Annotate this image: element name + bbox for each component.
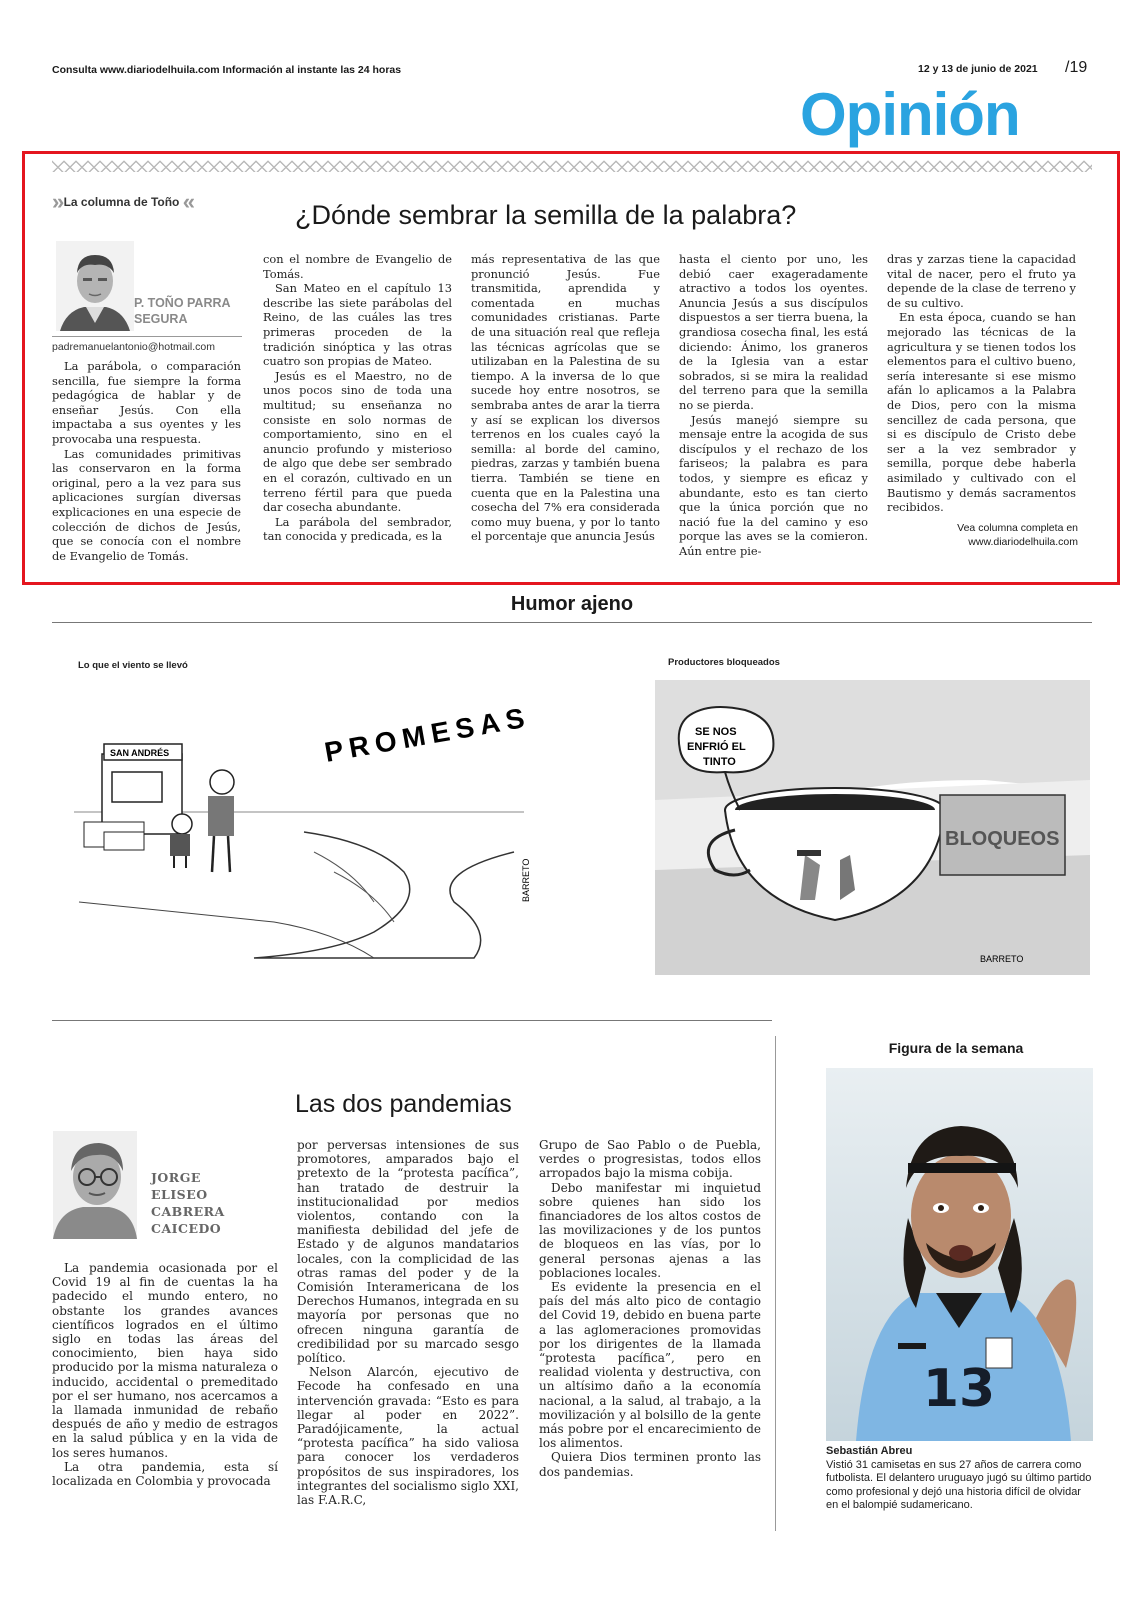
- cartoon-word: PROMESAS: [322, 701, 533, 768]
- cartoon-wall-text: BLOQUEOS: [945, 828, 1060, 850]
- chevron-right-icon: »: [52, 189, 61, 214]
- column-kicker: [52, 189, 191, 215]
- author-photo: [56, 241, 134, 331]
- kicker-label: La columna de Toño: [63, 195, 180, 209]
- section-title: Opinión: [800, 81, 1020, 148]
- article2-headline: Las dos pandemias: [295, 1090, 512, 1118]
- caption-text: Vistió 31 camisetas en sus 27 años de carrera como futbolista. El delantero uruguayo jugó su último partido como profesional y dejó una historia difícil de olvidar en el balompié sudamericano.: [826, 1458, 1092, 1511]
- cartoon2-caption: Productores bloqueados: [668, 657, 780, 668]
- text-column-3: [471, 252, 660, 555]
- header-date: 12 y 13 de junio de 2021: [918, 63, 1038, 75]
- cartoon1-caption: Lo que el viento se llevó: [78, 660, 188, 671]
- cartoon-signature: BARRETO: [980, 954, 1024, 964]
- section-rule: [52, 1020, 772, 1021]
- photo-caption: [826, 1445, 1096, 1513]
- text-column-4: [679, 252, 868, 558]
- paragraph: La pandemia ocasionada por el Covid 19 al fin de cuentas la ha padecido el mundo entero, no obstante los grandes avances científicos logrados en el último siglo en todas las áreas del conocimiento, bien haya sido producido por la misma naturaleza o inducido, accidental o premeditado por el ser humano, nos acercamos a la llamada inmunidad de rebaño después de año y medio de estragos en la salud pública y en la vida de los seres humanos.: [52, 1261, 278, 1460]
- article-headline: ¿Dónde sembrar la semilla de la palabra?: [295, 200, 797, 230]
- chevron-left-icon: «: [182, 189, 191, 214]
- cartoon-bubble-line2: ENFRIÓ EL: [687, 741, 746, 753]
- section-rule: [52, 622, 1092, 623]
- cartoon-bubble-line1: SE NOS: [695, 726, 737, 738]
- paragraph-continued: por perversas intensiones de sus promotores, amparados bajo el pretexto de la “protesta pacífica”, han tratado de destruir la institucionalidad por medios violentos, contando con la manifiesta debilidad del jefe de Estado y de algunos mandatarios locales, con la complicidad de las otras ramas del poder y de la Comisión Interamericana de los Derechos Humanos, integrada en su mayoría por personas que no ofrecen ninguna garantía de credibilidad por su marcado sesgo político.: [297, 1138, 519, 1366]
- text-column-1: [52, 359, 241, 563]
- paragraph-partial: La parábola del sembrador, tan conocida y predicada, es la: [263, 514, 452, 544]
- paragraph: Jesús es el Maestro, no de unos pocos sino de toda una multitud; su enseñanza no consiste en solo normas de comportamiento, sino en el anuncio profundo y misterioso de algo que debe ser sembrado en el corazón, cultivado en un terreno fértil para que pueda dar cosecha abundante.: [263, 368, 452, 515]
- paragraph-continued: más representativa de las que pronunció Jesús. Fue transmitida, aprendida y comentada en muchas comunidades cristianas. Parte de una situación real que refleja las técnicas agrícolas que se utilizaban en la Palestina de su tiempo. A la inversa de lo que sucede hoy entre nosotros, se sembraba antes de arar la tierra y así se explican los diversos terrenos en los cuales cayó la semilla: al borde del camino, piedras, zarzas y también buena tierra. También se tiene en cuenta que en la Palestina una cosecha del 7% era considerada como muy buena, y por lo tanto el porcentaje que anuncia Jesús: [471, 252, 660, 544]
- paragraph: Debo manifestar mi inquietud sobre quienes han sido los financiadores de los altos costos de las movilizaciones y de los puntos de bloqueos en las vías, por lo general personas ajenas a las poblaciones locales.: [539, 1180, 761, 1280]
- vertical-divider: [775, 1036, 776, 1531]
- paragraph: Quiera Dios terminen pronto las dos pandemias.: [539, 1450, 761, 1479]
- paragraph-partial: Nelson Alarcón, ejecutivo de Fecode ha confesado en una intervención gravada: “Esto es para llegar al poder en 2022”. Paradójicamente, la actual “protesta pacífica” ha sido valiosa para conocer los verdaderos propósitos de sus inspiradores, los integrantes del socialismo siglo XXI, las F.A.R.C,: [297, 1365, 519, 1508]
- paragraph-continued: Grupo de Sao Pablo o de Puebla, verdes o progresistas, todos ellos arropados bajo la misma cobija.: [539, 1138, 761, 1181]
- paragraph: En esta época, cuando se han mejorado las técnicas de la agricultura y se tienen todos los elementos para el cultivo bueno, sería interesante si ese mismo afán lo aplicamos a la Palabra de Dios, pero con la misma sencillez de cada persona, que si es discípulo de Cristo debe ser a la vez sembrador y semilla, porque debe haberla asimilado y cultivado con el Bautismo y demás sacramentos recibidos.: [887, 310, 1076, 515]
- paragraph-continued: hasta el ciento por uno, les debió caer exageradamente atractivo a todos los oyentes. Anuncia Jesús a sus discípulos dispuestos a ser tierra buena, la grandiosa cosecha final, les está diciendo: Ánimo, los graneros de la Iglesia van a estar sobrados, si se mira la realidad del terreno para que la semilla no se pierda.: [679, 252, 868, 412]
- paragraph: San Mateo en el capítulo 13 describe las siete parábolas del Reino, de las cuáles las tres primeras proceden de la tradición sinóptica y las otras cuatro son propias de Mateo.: [263, 281, 452, 369]
- figura-title: Figura de la semana: [888, 1040, 1024, 1056]
- paragraph: Jesús manejó siempre su mensaje entre la acogida de sus discípulos y el rechazo de los fariseos; la palabra es para todos, y siempre es eficaz y abundante, esto es tan cierto que la única porción que no nació fue la del camino y eso porque las aves se la comieron. Aún entre pie-: [679, 412, 868, 558]
- humor-section-title: Humor ajeno: [510, 593, 634, 615]
- page-number: /19: [1065, 59, 1088, 76]
- paragraph-partial: La otra pandemia, esta sí localizada en Colombia y provocada: [52, 1459, 278, 1489]
- paragraph: Es evidente la presencia en el país del más alto pico de contagio del Covid 19, debido en buena parte a las aglomeraciones promovidas por los dirigentes de la llamada “protesta pacífica”, pero en realidad violenta y destructiva, con un altísimo daño a la economía nacional, a la salud, al trabajo, a la movilización y al bolsillo de la gente más pobre por el encarecimiento de los alimentos.: [539, 1280, 761, 1451]
- player-name: Sebastián Abreu: [826, 1445, 913, 1457]
- read-more-link[interactable]: Vea columna completa en www.diariodelhuila.com: [957, 522, 1078, 548]
- cartoon-signature: BARRETO: [521, 858, 531, 902]
- jersey-number: 13: [922, 1359, 996, 1419]
- cartoon-sign-text: SAN ANDRÉS: [110, 748, 170, 758]
- player-photo: [826, 1068, 1093, 1441]
- author2-photo: [53, 1131, 137, 1239]
- header-left-text: Consulta www.diariodelhuila.com Información al instante las 24 horas: [52, 64, 402, 76]
- article2-column-1: [52, 1261, 278, 1511]
- paragraph-continued: dras y zarzas tiene la capacidad vital de nacer, pero el fruto ya depende de la clase de terreno y de su cultivo.: [887, 252, 1076, 310]
- article2-column-3: [539, 1138, 761, 1513]
- text-column-2: [263, 252, 452, 555]
- author2-name: JORGE ELISEO CABRERA CAICEDO: [151, 1170, 225, 1236]
- author-email: padremanuelantonio@hotmail.com: [52, 341, 216, 353]
- paragraph: Las comunidades primitivas las conservaron en la forma original, pero a la vez para sus aplicaciones surgían diversas explicaciones en una especie de colección de dichos de Jesús, que se conocía con el nombre de Evangelio de Tomás.: [52, 446, 241, 563]
- cartoon-bloqueos: [655, 680, 1090, 975]
- text-column-5: [887, 252, 1076, 522]
- author-rule: [52, 336, 242, 337]
- decorative-divider: [52, 160, 1092, 172]
- cartoon-bubble-line3: TINTO: [703, 756, 736, 768]
- paragraph: La parábola, o comparación sencilla, fue siempre la forma pedagógica de hablar y de enseñar Jesús. Con ella impactaba a sus oyentes y les provocaba una respuesta.: [52, 359, 241, 446]
- paragraph-continued: con el nombre de Evangelio de Tomás.: [263, 252, 452, 281]
- cartoon-promesas: [74, 672, 574, 958]
- author-name: P. TOÑO PARRA SEGURA: [134, 296, 231, 326]
- article2-column-2: [297, 1138, 519, 1513]
